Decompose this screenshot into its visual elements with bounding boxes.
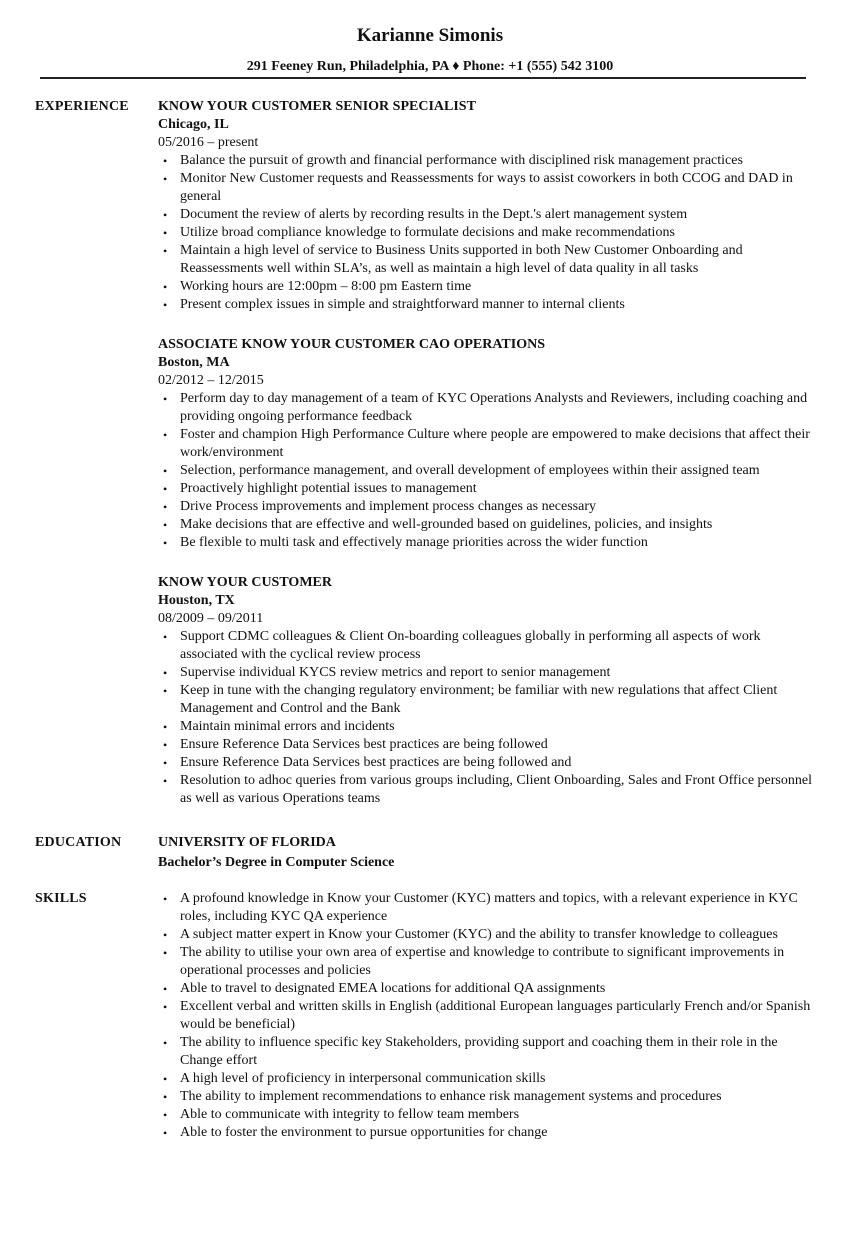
duty-text: Be flexible to multi task and effectively manage priorities across the wider function bbox=[180, 535, 648, 550]
duty-text: Maintain minimal errors and incidents bbox=[180, 719, 395, 734]
job-dates: 02/2012 – 12/2015 bbox=[158, 373, 264, 388]
bullet-icon: • bbox=[163, 172, 168, 186]
bullet-icon: • bbox=[163, 720, 168, 734]
skill-text: The ability to implement recommendations to enhance risk management systems and procedures bbox=[180, 1089, 722, 1104]
duty-text: Support CDMC colleagues & Client On-boarding colleagues globally in performing all aspects of work associated with the cyclical review process bbox=[180, 629, 761, 662]
bullet-icon: • bbox=[163, 1108, 168, 1122]
skill-text: A high level of proficiency in interpersonal communication skills bbox=[180, 1071, 546, 1086]
skill-item bbox=[158, 890, 818, 926]
skills-body bbox=[158, 890, 818, 1142]
bullet-icon: • bbox=[163, 392, 168, 406]
bullet-icon: • bbox=[163, 536, 168, 550]
job-duties bbox=[158, 152, 818, 314]
skill-text: Able to foster the environment to pursue opportunities for change bbox=[180, 1125, 548, 1140]
skill-text: A profound knowledge in Know your Customer (KYC) matters and topics, with a relevant experience in KYC roles, including KYC QA experience bbox=[180, 891, 798, 924]
duty-item bbox=[158, 296, 818, 314]
bullet-icon: • bbox=[163, 1126, 168, 1140]
skill-text: Excellent verbal and written skills in English (additional European languages particularly French and/or Spanish would be beneficial) bbox=[180, 999, 811, 1032]
duty-text: Make decisions that are effective and well-grounded based on guidelines, policies, and insights bbox=[180, 517, 713, 532]
bullet-icon: • bbox=[163, 982, 168, 996]
skill-text: The ability to influence specific key Stakeholders, providing support and coaching them in their role in the Change effort bbox=[180, 1035, 778, 1068]
bullet-icon: • bbox=[163, 464, 168, 478]
duty-text: Document the review of alerts by recording results in the Dept.'s alert management system bbox=[180, 207, 688, 222]
duty-item bbox=[158, 462, 818, 480]
duty-item bbox=[158, 772, 818, 808]
bullet-icon: • bbox=[163, 244, 168, 258]
bullet-icon: • bbox=[163, 1072, 168, 1086]
job-entry bbox=[158, 574, 818, 808]
job-dates: 05/2016 – present bbox=[158, 135, 259, 150]
skill-item bbox=[158, 1070, 818, 1088]
job-entry bbox=[158, 98, 818, 314]
bullet-icon: • bbox=[163, 154, 168, 168]
bullet-icon: • bbox=[163, 298, 168, 312]
skill-item bbox=[158, 1124, 818, 1142]
duty-text: Foster and champion High Performance Culture where people are empowered to make decisions that affect their work/environment bbox=[180, 427, 810, 460]
bullet-icon: • bbox=[163, 666, 168, 680]
education-body bbox=[158, 834, 818, 872]
duty-item bbox=[158, 664, 818, 682]
bullet-icon: • bbox=[163, 892, 168, 906]
job-entry bbox=[158, 336, 818, 552]
bullet-icon: • bbox=[163, 738, 168, 752]
contact-line: 291 Feeney Run, Philadelphia, PA ♦ Phone: +1 (555) 542 3100 bbox=[246, 59, 614, 74]
duty-text: Supervise individual KYCS review metrics and report to senior management bbox=[180, 665, 611, 680]
job-duties bbox=[158, 628, 818, 808]
duty-text: Monitor New Customer requests and Reassessments for ways to assist coworkers in both CCOG and DAD in general bbox=[180, 171, 793, 204]
bullet-icon: • bbox=[163, 280, 168, 294]
duty-item bbox=[158, 152, 818, 170]
bullet-icon: • bbox=[163, 756, 168, 770]
duty-text: Proactively highlight potential issues to management bbox=[180, 481, 477, 496]
job-title: KNOW YOUR CUSTOMER SENIOR SPECIALIST bbox=[158, 99, 476, 114]
duty-item bbox=[158, 170, 818, 206]
skill-text: The ability to utilise your own area of expertise and knowledge to contribute to significant improvements in operational processes and policies bbox=[180, 945, 785, 978]
skill-text: Able to travel to designated EMEA locations for additional QA assignments bbox=[180, 981, 606, 996]
duty-text: Balance the pursuit of growth and financial performance with disciplined risk management practices bbox=[180, 153, 743, 168]
skill-item bbox=[158, 980, 818, 998]
duty-text: Ensure Reference Data Services best practices are being followed and bbox=[180, 755, 572, 770]
duty-text: Working hours are 12:00pm – 8:00 pm Eastern time bbox=[180, 279, 472, 294]
bullet-icon: • bbox=[163, 208, 168, 222]
skill-item bbox=[158, 1106, 818, 1124]
bullet-icon: • bbox=[163, 946, 168, 960]
duty-item bbox=[158, 206, 818, 224]
bullet-icon: • bbox=[163, 928, 168, 942]
education-school: UNIVERSITY OF FLORIDA bbox=[158, 835, 336, 850]
duty-item bbox=[158, 682, 818, 718]
duty-item bbox=[158, 480, 818, 498]
duty-text: Resolution to adhoc queries from various groups including, Client Onboarding, Sales and Front Office personnel as well as various Operations teams bbox=[180, 773, 812, 806]
bullet-icon: • bbox=[163, 482, 168, 496]
duty-text: Maintain a high level of service to Business Units supported in both New Customer Onboarding and Reassessments well within SLA’s, as well as maintain a high level of data quality in all tasks bbox=[180, 243, 743, 276]
education-degree: Bachelor’s Degree in Computer Science bbox=[158, 855, 395, 870]
duty-item bbox=[158, 278, 818, 296]
bullet-icon: • bbox=[163, 1000, 168, 1014]
bullet-icon: • bbox=[163, 428, 168, 442]
duty-text: Perform day to day management of a team of KYC Operations Analysts and Reviewers, including coaching and providing ongoing performance feedback bbox=[180, 391, 808, 424]
skill-item bbox=[158, 944, 818, 980]
skill-item bbox=[158, 926, 818, 944]
skills-heading: SKILLS bbox=[35, 891, 87, 906]
skill-item bbox=[158, 1034, 818, 1070]
job-title: KNOW YOUR CUSTOMER bbox=[158, 575, 332, 590]
duty-item bbox=[158, 224, 818, 242]
skills-list bbox=[158, 890, 818, 1142]
duty-item bbox=[158, 754, 818, 772]
bullet-icon: • bbox=[163, 518, 168, 532]
duty-text: Drive Process improvements and implement process changes as necessary bbox=[180, 499, 596, 514]
duty-item bbox=[158, 516, 818, 534]
skill-text: Able to communicate with integrity to fellow team members bbox=[180, 1107, 520, 1122]
bullet-icon: • bbox=[163, 684, 168, 698]
duty-item bbox=[158, 736, 818, 754]
job-dates: 08/2009 – 09/2011 bbox=[158, 611, 264, 626]
duty-item bbox=[158, 242, 818, 278]
skill-text: A subject matter expert in Know your Customer (KYC) and the ability to transfer knowledge to colleagues bbox=[180, 927, 778, 942]
experience-heading: EXPERIENCE bbox=[35, 99, 129, 114]
skill-item bbox=[158, 998, 818, 1034]
duty-item bbox=[158, 426, 818, 462]
job-location: Boston, MA bbox=[158, 355, 230, 370]
bullet-icon: • bbox=[163, 500, 168, 514]
experience-list bbox=[158, 98, 818, 830]
bullet-icon: • bbox=[163, 1090, 168, 1104]
bullet-icon: • bbox=[163, 226, 168, 240]
duty-item bbox=[158, 390, 818, 426]
duty-text: Keep in tune with the changing regulatory environment; be familiar with new regulations that affect Client Management and Control and the Bank bbox=[180, 683, 778, 716]
bullet-icon: • bbox=[163, 630, 168, 644]
duty-item bbox=[158, 534, 818, 552]
duty-text: Utilize broad compliance knowledge to formulate decisions and make recommendations bbox=[180, 225, 675, 240]
bullet-icon: • bbox=[163, 774, 168, 788]
job-duties bbox=[158, 390, 818, 552]
education-heading: EDUCATION bbox=[35, 835, 122, 850]
duty-item bbox=[158, 628, 818, 664]
job-title: ASSOCIATE KNOW YOUR CUSTOMER CAO OPERATIONS bbox=[158, 337, 546, 352]
skill-item bbox=[158, 1088, 818, 1106]
duty-item bbox=[158, 718, 818, 736]
duty-text: Present complex issues in simple and straightforward manner to internal clients bbox=[180, 297, 625, 312]
bullet-icon: • bbox=[163, 1036, 168, 1050]
duty-item bbox=[158, 498, 818, 516]
candidate-name: Karianne Simonis bbox=[356, 25, 504, 46]
duty-text: Selection, performance management, and overall development of employees within their assigned team bbox=[180, 463, 760, 478]
job-location: Chicago, IL bbox=[158, 117, 229, 132]
duty-text: Ensure Reference Data Services best practices are being followed bbox=[180, 737, 548, 752]
header-divider bbox=[40, 77, 806, 79]
job-location: Houston, TX bbox=[158, 593, 235, 608]
